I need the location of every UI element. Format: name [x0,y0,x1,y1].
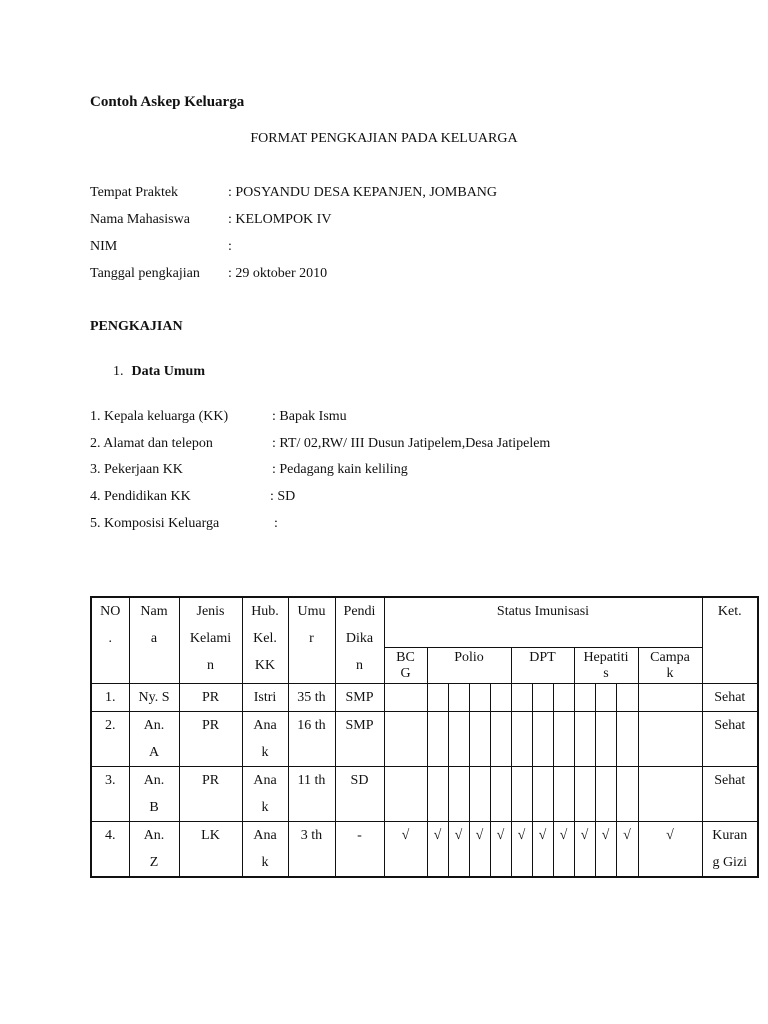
cell-hub-kel: Istri [242,683,288,711]
cell-imm-hepatitis-1: √ [574,821,595,877]
cell-imm-hepatitis-3 [616,766,638,821]
cell-jenis-kelamin: PR [179,766,242,821]
cell-imm-polio-4 [490,766,511,821]
info-value: : [228,239,232,254]
header-jenis-kelamin: Jenis Kelami n [179,597,242,683]
cell-imm-polio-1: √ [427,821,448,877]
cell-imm-dpt-2: √ [532,821,553,877]
document-subtitle: FORMAT PENGKAJIAN PADA KELUARGA [250,131,518,146]
info-label: Tanggal pengkajian [90,266,200,281]
cell-imm-polio-1 [427,766,448,821]
table-row [91,683,758,711]
cell-hub-kel: Ana k [242,711,288,766]
section-heading: PENGKAJIAN [90,319,183,334]
cell-imm-hepatitis-3: √ [616,821,638,877]
cell-umur: 3 th [288,821,335,877]
cell-pendidikan: SMP [335,711,384,766]
general-value: : RT/ 02,RW/ III Dusun Jatipelem,Desa Jatipelem [272,436,551,451]
cell-no: 2. [91,711,129,766]
general-label: 3. Pekerjaan KK [90,462,183,477]
cell-imm-polio-2 [448,683,469,711]
info-value: : POSYANDU DESA KEPANJEN, JOMBANG [228,185,498,200]
general-value: : SD [270,489,296,504]
cell-pendidikan: SMP [335,683,384,711]
document-title: Contoh Askep Keluarga [90,94,245,110]
cell-hub-kel: Ana k [242,766,288,821]
cell-ket: Sehat [702,711,758,766]
cell-imm-dpt-3 [553,711,574,766]
cell-jenis-kelamin: PR [179,683,242,711]
general-label: 1. Kepala keluarga (KK) [90,409,229,424]
cell-imm-hepatitis-2: √ [595,821,616,877]
cell-imm-dpt-1 [511,711,532,766]
subsection-number: 1. [113,364,124,379]
cell-imm-dpt-1 [511,683,532,711]
cell-imm-dpt-2 [532,766,553,821]
cell-imm-bcg [384,711,427,766]
cell-jenis-kelamin: PR [179,711,242,766]
header-pendidikan: Pendi Dika n [335,597,384,683]
info-label: NIM [90,239,118,254]
cell-pendidikan: SD [335,766,384,821]
cell-imm-hepatitis-3 [616,711,638,766]
cell-imm-polio-4 [490,711,511,766]
cell-pendidikan: - [335,821,384,877]
header-hepatitis: Hepatiti s [574,647,638,683]
header-hub-kel: Hub. Kel. KK [242,597,288,683]
cell-nama: Ny. S [129,683,179,711]
cell-imm-hepatitis-3 [616,683,638,711]
cell-jenis-kelamin: LK [179,821,242,877]
header-umur: Umu r [288,597,335,683]
cell-imm-hepatitis-1 [574,711,595,766]
subsection-heading [113,364,205,380]
cell-nama: An. Z [129,821,179,877]
table-row [91,766,758,821]
cell-umur: 11 th [288,766,335,821]
cell-imm-hepatitis-2 [595,711,616,766]
cell-umur: 16 th [288,711,335,766]
header-ket: Ket. [702,597,758,683]
cell-imm-bcg [384,683,427,711]
general-value: : [274,516,278,531]
cell-nama: An. B [129,766,179,821]
cell-imm-polio-3 [469,766,490,821]
cell-imm-polio-1 [427,683,448,711]
header-status-imunisasi: Status Imunisasi [384,597,702,647]
cell-no: 1. [91,683,129,711]
info-label: Tempat Praktek [90,185,179,200]
cell-imm-dpt-2 [532,683,553,711]
cell-imm-campak [638,683,702,711]
cell-ket: Kuran g Gizi [702,821,758,877]
cell-imm-dpt-2 [532,711,553,766]
cell-imm-campak [638,711,702,766]
cell-imm-hepatitis-1 [574,766,595,821]
info-value: : 29 oktober 2010 [228,266,328,281]
table-row [91,821,758,877]
header-campak: Campa k [638,647,702,683]
general-label: 5. Komposisi Keluarga [90,516,220,531]
cell-imm-hepatitis-2 [595,683,616,711]
cell-ket: Sehat [702,683,758,711]
cell-imm-polio-4 [490,683,511,711]
general-label: 2. Alamat dan telepon [90,436,213,451]
info-label: Nama Mahasiswa [90,212,190,227]
general-value: : Pedagang kain keliling [272,462,408,477]
table-row [91,711,758,766]
subsection-title: Data Umum [131,364,205,379]
cell-imm-dpt-1 [511,766,532,821]
general-label: 4. Pendidikan KK [90,489,191,504]
cell-imm-dpt-1: √ [511,821,532,877]
cell-imm-polio-3 [469,711,490,766]
cell-imm-hepatitis-1 [574,683,595,711]
cell-imm-polio-2 [448,766,469,821]
cell-imm-campak [638,766,702,821]
cell-imm-polio-4: √ [490,821,511,877]
cell-imm-dpt-3 [553,683,574,711]
cell-no: 4. [91,821,129,877]
cell-imm-polio-3 [469,683,490,711]
general-value: : Bapak Ismu [272,409,347,424]
cell-ket: Sehat [702,766,758,821]
cell-imm-dpt-3 [553,766,574,821]
header-polio: Polio [427,647,511,683]
cell-no: 3. [91,766,129,821]
cell-nama: An. A [129,711,179,766]
cell-imm-hepatitis-2 [595,766,616,821]
cell-imm-polio-2 [448,711,469,766]
cell-imm-bcg: √ [384,821,427,877]
header-dpt: DPT [511,647,574,683]
cell-imm-dpt-3: √ [553,821,574,877]
cell-imm-polio-1 [427,711,448,766]
info-value: : KELOMPOK IV [228,212,332,227]
cell-imm-campak: √ [638,821,702,877]
cell-imm-polio-3: √ [469,821,490,877]
header-bcg: BC G [384,647,427,683]
header-nama: Nam a [129,597,179,683]
cell-imm-bcg [384,766,427,821]
cell-hub-kel: Ana k [242,821,288,877]
header-no: NO . [91,597,129,683]
cell-umur: 35 th [288,683,335,711]
cell-imm-polio-2: √ [448,821,469,877]
family-composition-table [90,596,759,878]
